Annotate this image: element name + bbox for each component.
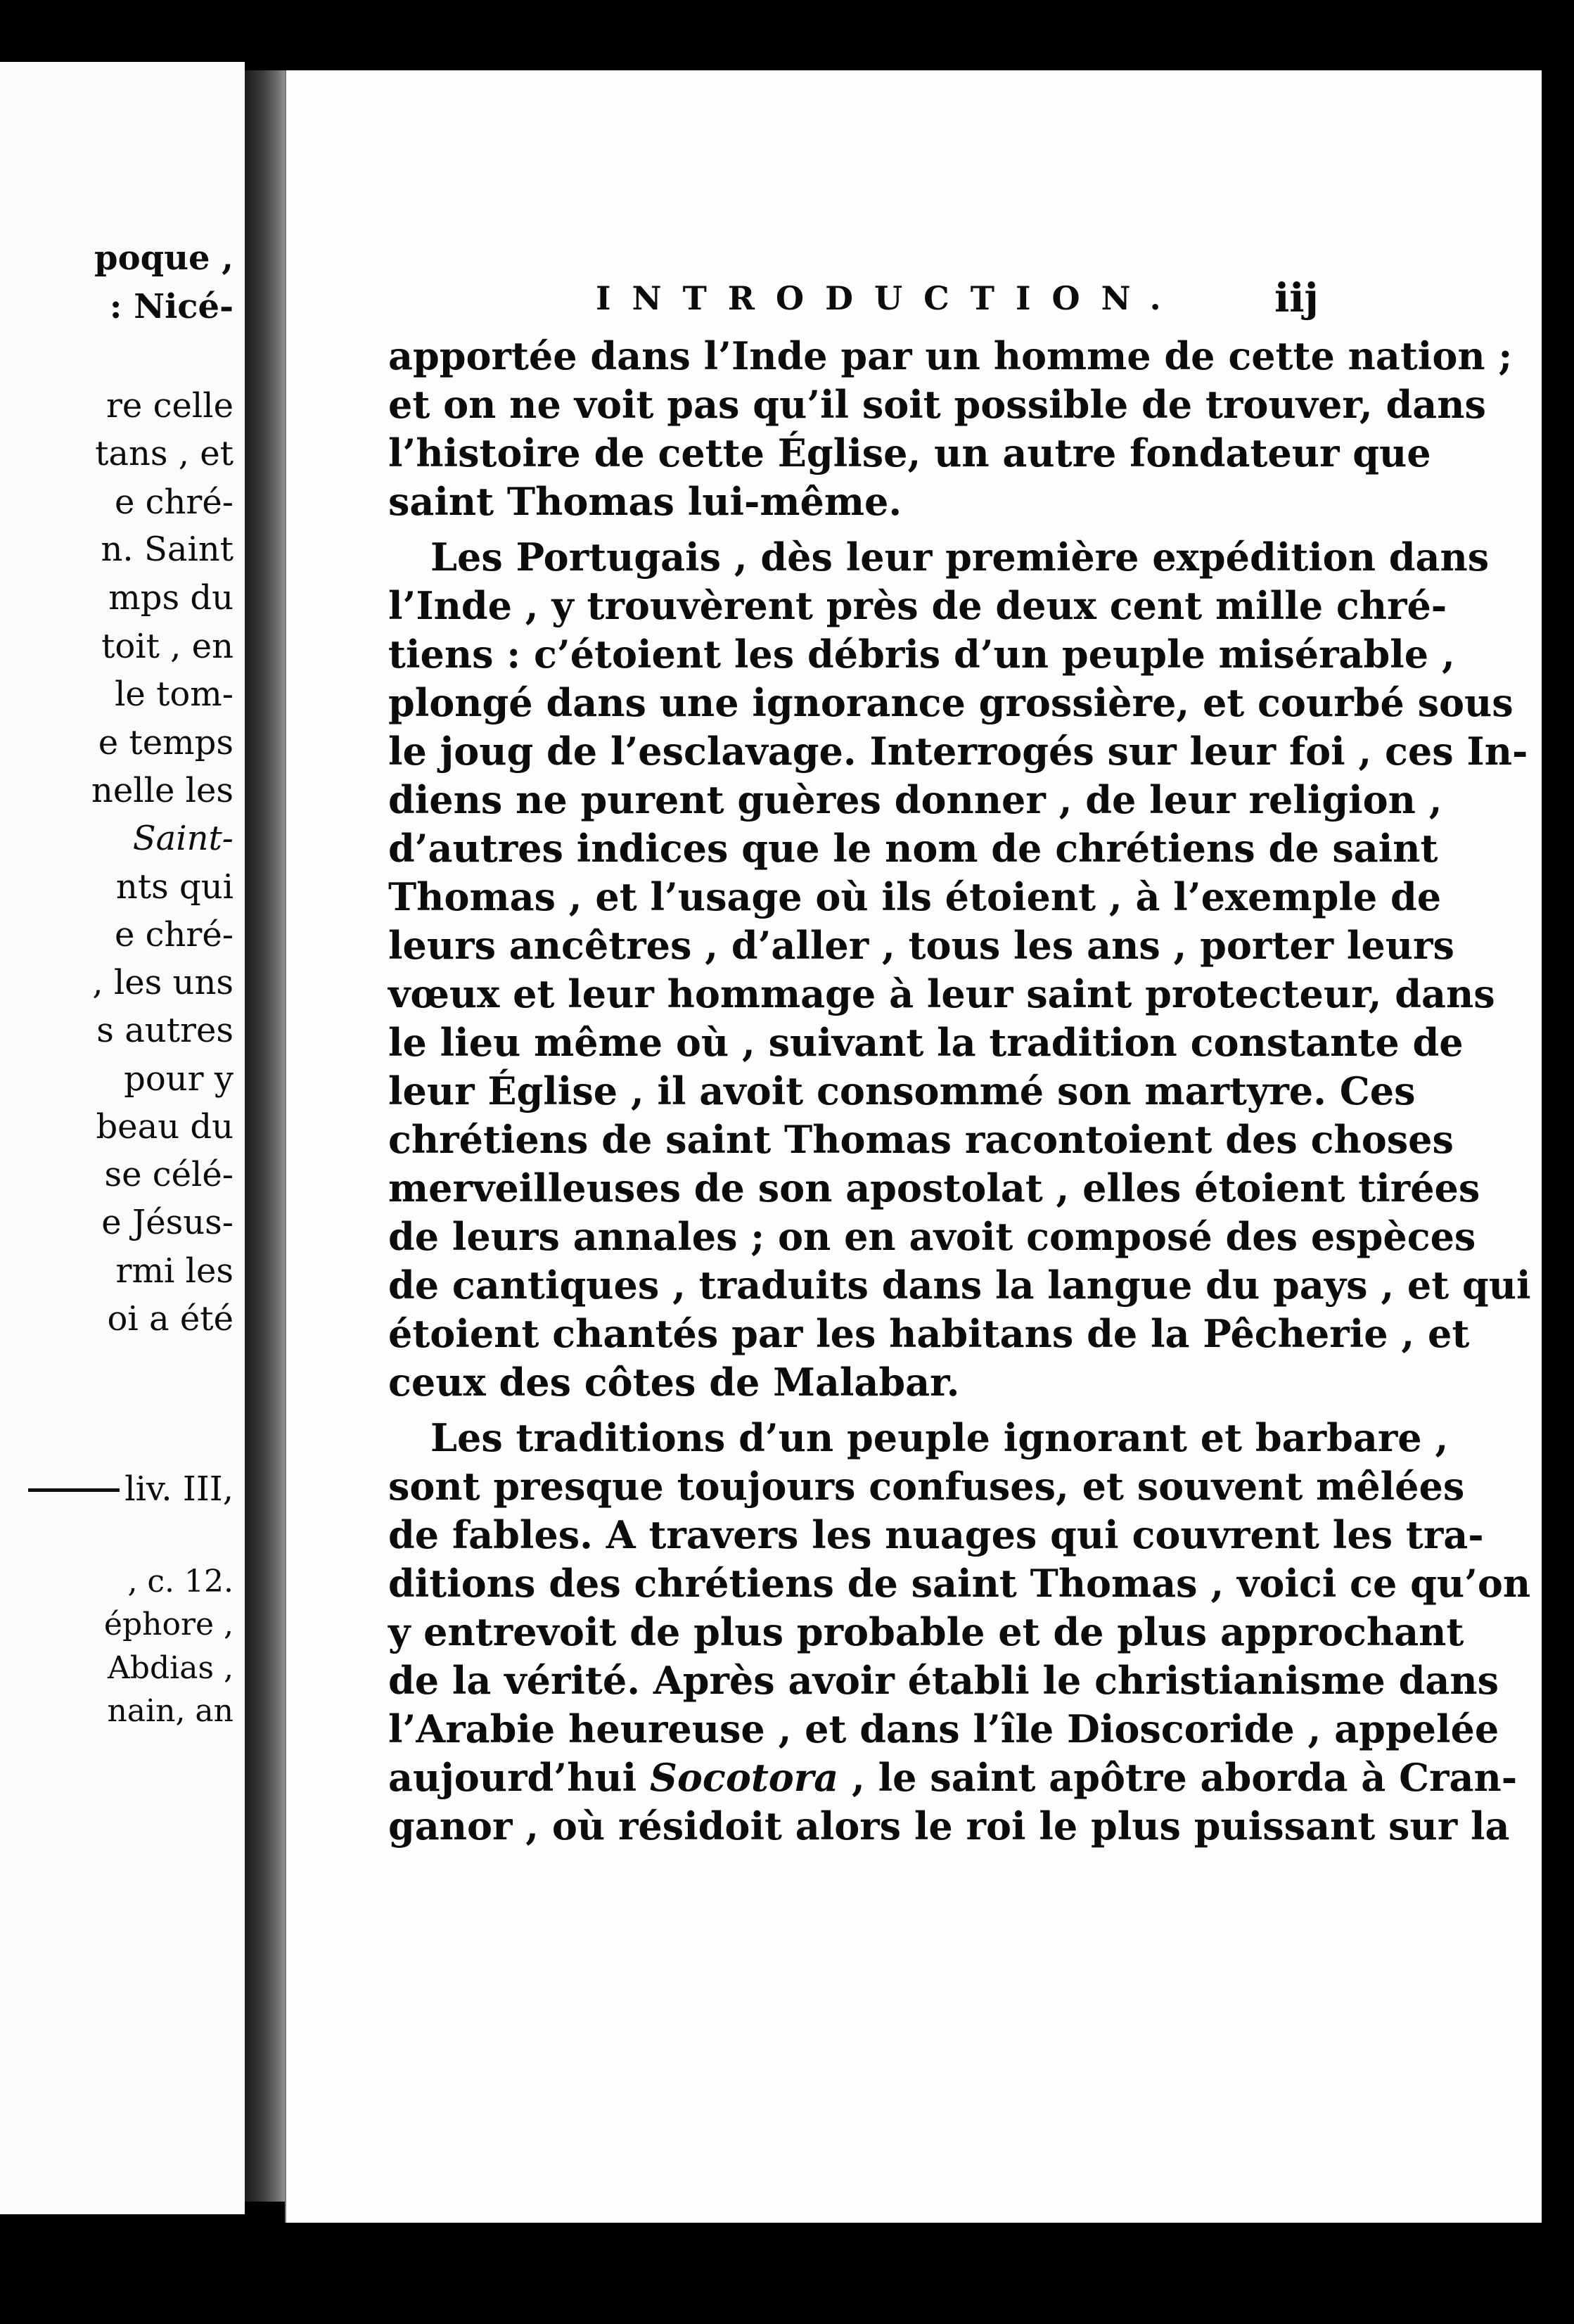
left-page-line: liv. III, [124, 1469, 233, 1509]
text-line: l’Inde , y trouvèrent près de deux cent mille chré- [388, 583, 1447, 628]
left-page-line: Abdias , [108, 1650, 233, 1686]
left-page-line: poque , [94, 238, 233, 278]
text-line: ceux des côtes de Malabar. [388, 1360, 960, 1405]
left-page-line: e chré- [114, 915, 233, 954]
left-page-line: s autres [96, 1011, 233, 1050]
text-line: vœux et leur hommage à leur saint protecteur, dans [388, 971, 1495, 1016]
text-line: et on ne voit pas qu’il soit possible de trouver, dans [388, 382, 1486, 427]
text-line: merveilleuses de son apostolat , elles étoient tirées [388, 1166, 1480, 1211]
text-line: d’autres indices que le nom de chrétiens de saint [388, 826, 1438, 871]
left-page-line: éphore , [103, 1607, 233, 1642]
text-line: apportée dans l’Inde par un homme de cette nation ; [388, 333, 1513, 378]
left-page-line: se célé- [104, 1155, 233, 1194]
text-line: Les traditions d’un peuple ignorant et barbare , [430, 1415, 1449, 1460]
paragraph [388, 332, 1513, 526]
left-page-line: tans , et [95, 434, 233, 473]
right-page [285, 70, 1542, 2223]
left-page-line: : Nicé- [109, 287, 233, 326]
left-page-line: , c. 12. [127, 1564, 233, 1600]
paragraph [388, 533, 1531, 1407]
book-gutter [245, 70, 287, 2202]
left-page-line: Saint- [132, 819, 233, 858]
page-number: iij [1274, 275, 1319, 321]
text-line: de fables. A travers les nuages qui couvrent les tra- [388, 1512, 1484, 1557]
text-line: ditions des chrétiens de saint Thomas , voici ce qu’on [388, 1561, 1531, 1606]
text-line: de leurs annales ; on en avoit composé des espèces [388, 1214, 1476, 1259]
text-line: l’Arabie heureuse , et dans l’île Dioscoride , appelée [388, 1706, 1499, 1751]
left-page-line: e chré- [114, 483, 233, 522]
left-page-line: nain, an [107, 1693, 233, 1729]
text-line: ganor , où résidoit alors le roi le plus puissant sur la [388, 1803, 1510, 1849]
left-page-line: re celle [105, 386, 233, 426]
footnote-rule [28, 1488, 120, 1492]
left-page-line: nts qui [115, 867, 233, 907]
left-page-line: n. Saint [101, 530, 233, 569]
text-line: l’histoire de cette Église, un autre fondateur que [388, 430, 1431, 475]
text-line: chrétiens de saint Thomas racontoient des choses [388, 1117, 1454, 1162]
running-title: INTRODUCTION. [596, 279, 1182, 317]
text-line: le joug de l’esclavage. Interrogés sur leur foi , ces In- [388, 729, 1528, 774]
left-page-line: mps du [108, 578, 233, 618]
text-line: tiens : c’étoient les débris d’un peuple misérable , [388, 632, 1455, 677]
text-line: plongé dans une ignorance grossière, et courbé sous [388, 680, 1514, 725]
text-line: étoient chantés par les habitans de la Pêcherie , et [388, 1311, 1470, 1356]
left-page-line: le tom- [115, 675, 233, 714]
left-page-line: e temps [98, 723, 233, 762]
text-line: le lieu même où , suivant la tradition constante de [388, 1020, 1464, 1065]
text-line: saint Thomas lui-même. [388, 479, 902, 524]
left-page-line: toit , en [101, 627, 233, 666]
left-page-line: pour y [124, 1059, 233, 1099]
left-page-line: oi a été [107, 1299, 233, 1339]
running-head [286, 275, 1542, 328]
text-line: sont presque toujours confuses, et souvent mêlées [388, 1464, 1465, 1509]
text-line: de cantiques , traduits dans la langue du pays , et qui [388, 1263, 1531, 1308]
text-line: leur Église , il avoit consommé son martyre. Ces [388, 1068, 1416, 1113]
text-line: Thomas , et l’usage où ils étoient , à l’exemple de [388, 874, 1442, 919]
text-line: y entrevoit de plus probable et de plus approchant [388, 1609, 1464, 1654]
text-line: diens ne purent guères donner , de leur religion , [388, 777, 1442, 822]
left-facing-page [0, 62, 245, 2214]
paragraph-gap [388, 526, 1278, 533]
left-page-line: , les uns [92, 963, 233, 1002]
left-page-line: e Jésus- [101, 1203, 233, 1242]
paragraph [388, 1414, 1531, 1851]
left-page-line: nelle les [91, 771, 233, 810]
body-text [388, 332, 1531, 1851]
left-page-line: rmi les [115, 1251, 233, 1291]
text-line: de la vérité. Après avoir établi le christianisme dans [388, 1658, 1499, 1703]
text-line: leurs ancêtres , d’aller , tous les ans , porter leurs [388, 923, 1454, 968]
text-line: Les Portugais , dès leur première expédition dans [430, 535, 1490, 580]
left-page-line: beau du [96, 1107, 233, 1147]
text-line: aujourd’hui Socotora , le saint apôtre aborda à Cran- [388, 1755, 1518, 1800]
paragraph-gap [388, 1407, 1278, 1414]
